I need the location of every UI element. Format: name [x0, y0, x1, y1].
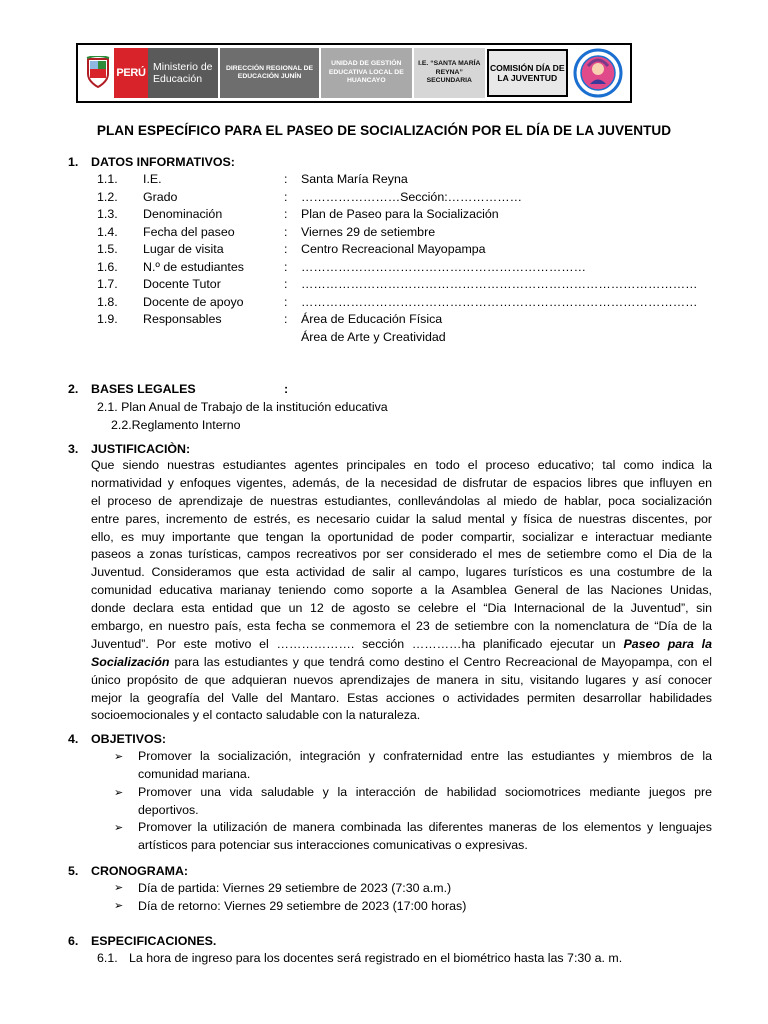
list-item: Día de retorno: Viernes 29 setiembre de 2023 (17:00 horas): [138, 899, 467, 913]
header-banner: [76, 43, 632, 103]
s2-colon: :: [284, 382, 289, 396]
paragraph-line: artísticos para potenciar sus interacciones comunicativas o expresivas.: [138, 837, 528, 852]
row-label: Docente de apoyo: [143, 295, 244, 309]
paragraph-line: Promover una vida saludable y la interacción de habilidad sociomotrices mediante juegos pre: [138, 785, 712, 799]
s6-heading: ESPECIFICACIONES.: [91, 934, 217, 948]
row-label: Grado: [143, 190, 178, 204]
paragraph-line: ello, es muy importante que tengan la oportunidad de poder compartir, socializar e interactuar mediante: [91, 529, 712, 544]
s6-num: 6.: [68, 934, 79, 948]
paragraph-line: el proceso de aprendizaje de nuestras estudiantes, conllevándolas al miedo de hablar, poca socialización: [91, 493, 712, 508]
row-colon: :: [284, 190, 288, 204]
paragraph-line: entre pares, incremento de estrés, es necesario cuidar la salud mental y física de nuestras discentes, por: [91, 511, 712, 526]
justificacion-paragraph: [91, 457, 712, 725]
row-value: Santa María Reyna: [301, 172, 408, 186]
row-label: Fecha del paseo: [143, 225, 235, 239]
arrow-bullet-icon: ➢: [114, 882, 124, 894]
row-value: Viernes 29 de setiembre: [301, 225, 436, 239]
row-num: 1.1.: [97, 172, 118, 186]
s2-heading: BASES LEGALES: [91, 382, 196, 396]
arrow-bullet-icon: ➢: [114, 751, 124, 763]
paragraph-line: comunidad educativa marianay teniendo como soporte a la Asamblea General de las Naciones Unidas,: [91, 583, 712, 598]
paragraph-line: socioemocionales y el contacto saludable con la naturaleza.: [91, 708, 421, 723]
row-value-extra: Área de Arte y Creatividad: [301, 330, 446, 344]
list-item: Día de partida: Viernes 29 setiembre de 2023 (7:30 a.m.): [138, 881, 452, 895]
objective-item: [138, 784, 712, 820]
s4-heading: OBJETIVOS:: [91, 732, 167, 746]
row-colon: :: [284, 207, 288, 221]
row-value: ……………………………………………………………………………………: [301, 295, 698, 309]
paragraph-line: Que siendo nuestras estudiantes agentes principales en todo el proceso educativo; tal como indica la: [91, 458, 712, 472]
paragraph-line: [91, 636, 712, 654]
row-num: 1.9.: [97, 312, 118, 326]
paragraph-line: embargo, en nuestro país, esta fecha se conmemora el 23 de setiembre con la nomenclatura de “Día de la: [91, 619, 712, 634]
arrow-bullet-icon: ➢: [114, 822, 124, 834]
minedu-logo: [82, 48, 218, 98]
paragraph-line: [91, 654, 712, 672]
row-value: ……………………Sección:………………: [301, 190, 522, 204]
row-value: Plan de Paseo para la Socialización: [301, 207, 499, 221]
paragraph-line: normatividad y enfoques vigentes, además, de la necesidad de disfrutar de espacios libres que influyen en: [91, 475, 712, 490]
paragraph-line: donde declara esta entidad que un 12 de agosto se celebre el “Dia Internacional de la Juventud”, sin: [91, 601, 712, 616]
s6-item-num: 6.1.: [97, 951, 118, 965]
row-num: 1.8.: [97, 295, 118, 309]
objective-item: [138, 748, 712, 784]
row-colon: :: [284, 242, 288, 256]
s3-num: 3.: [68, 442, 79, 456]
peru-shield-icon: [82, 48, 114, 98]
row-num: 1.4.: [97, 225, 118, 239]
arrow-bullet-icon: ➢: [114, 787, 124, 799]
s1-heading: DATOS INFORMATIVOS:: [91, 155, 235, 169]
paragraph-line: deportivos.: [138, 802, 199, 817]
socializacion-emphasis: Socialización: [91, 654, 170, 669]
row-num: 1.2.: [97, 190, 118, 204]
list-item: 2.2.Reglamento Interno: [111, 418, 241, 432]
peru-label: PERÚ: [114, 48, 148, 98]
row-colon: :: [284, 172, 288, 186]
list-item: 2.1. Plan Anual de Trabajo de la institución educativa: [97, 400, 388, 414]
arrow-bullet-icon: ➢: [114, 900, 124, 912]
dre-label: DIRECCIÓN REGIONAL DE EDUCACIÓN JUNÍN: [220, 48, 319, 98]
paragraph-line: único propósito de que adquieran nuevos aprendizajes de manera in situ, visitando lugares y así conocer: [91, 672, 712, 687]
document-title: PLAN ESPECÍFICO PARA EL PASEO DE SOCIALIZACIÓN POR EL DÍA DE LA JUVENTUD: [96, 123, 672, 138]
paragraph-text: para las estudiantes y que tendrá como destino el Centro Recreacional de Mayopampa, con el: [169, 654, 712, 669]
row-value: ……………………………………………………………………………………: [301, 277, 698, 291]
row-num: 1.3.: [97, 207, 118, 221]
row-label: Lugar de visita: [143, 242, 224, 256]
s3-heading: JUSTIFICACIÒN:: [91, 442, 191, 456]
ugel-label: UNIDAD DE GESTIÓN EDUCATIVA LOCAL DE HUANCAYO: [321, 48, 412, 98]
row-num: 1.6.: [97, 260, 118, 274]
s2-num: 2.: [68, 382, 79, 396]
school-seal-icon: [570, 47, 627, 99]
comision-label: COMISIÓN DÍA DE LA JUVENTUD: [487, 49, 568, 97]
row-label: I.E.: [143, 172, 162, 186]
s4-num: 4.: [68, 732, 79, 746]
ie-label: I.E. “SANTA MARÍA REYNA” SECUNDARIA: [414, 48, 485, 98]
paragraph-line: Promover la socialización, integración y confraternidad entre las estudiantes y miembros de la: [138, 749, 712, 763]
paragraph-line: mejor la geografía del Valle del Mantaro. Estas acciones o actividades permiten desarrollar habilidades: [91, 690, 712, 705]
paragraph-line: paseos a zonas turísticas, campos recreativos por ser considerado el mes de setiembre como el Dia de la: [91, 547, 712, 562]
paragraph-line: comunidad mariana.: [138, 766, 251, 781]
row-colon: :: [284, 260, 288, 274]
row-value: ……………………………………………………………: [301, 260, 586, 274]
row-label: Denominación: [143, 207, 223, 221]
s5-heading: CRONOGRAMA:: [91, 864, 189, 878]
row-num: 1.7.: [97, 277, 118, 291]
paragraph-line: Juventud. Consideramos que esta actividad de salir al campo, lugares turísticos es una costumbre de la: [91, 565, 712, 580]
list-item: La hora de ingreso para los docentes será registrado en el biométrico hasta las 7:30 a. m.: [129, 951, 623, 965]
paseo-emphasis: Paseo para la: [623, 636, 712, 651]
paragraph-line: Promover la utilización de manera combinada las diferentes maneras de los elementos y lenguajes: [138, 820, 712, 834]
row-colon: :: [284, 225, 288, 239]
s1-num: 1.: [68, 155, 79, 169]
ministerio-label: Ministerio de Educación: [148, 48, 218, 98]
row-colon: :: [284, 277, 288, 291]
objective-item: [138, 819, 712, 855]
s5-num: 5.: [68, 864, 79, 878]
row-value: Centro Recreacional Mayopampa: [301, 242, 486, 256]
row-label: N.º de estudiantes: [143, 260, 244, 274]
row-label: Docente Tutor: [143, 277, 221, 291]
row-value: Área de Educación Física: [301, 312, 443, 326]
row-num: 1.5.: [97, 242, 118, 256]
row-label: Responsables: [143, 312, 222, 326]
paragraph-text: Juventud”. Por este motivo el ………………. sección …………ha planificado ejecutar un: [91, 636, 624, 651]
row-colon: :: [284, 295, 288, 309]
row-colon: :: [284, 312, 288, 326]
